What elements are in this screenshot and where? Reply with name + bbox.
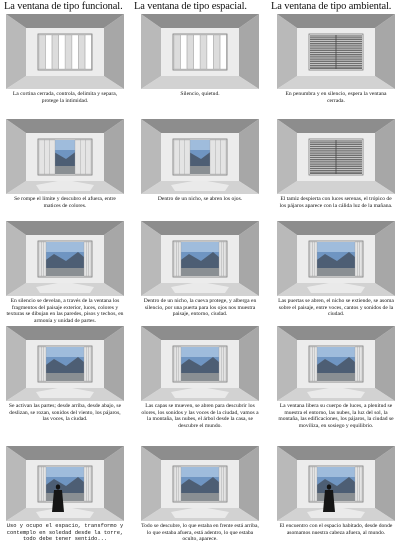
room-window-illustration	[141, 446, 259, 521]
header-spatial: La ventana de tipo espacial.	[134, 1, 247, 12]
panel-caption: Las puertas se abren, el nicho se extiende, se asoma sobre el paisaje, entre voces, cantos y sonidos de la ciudad.	[278, 298, 394, 318]
room-window-illustration	[277, 119, 395, 194]
room-window-illustration	[141, 119, 259, 194]
panel-r3-c3	[277, 221, 395, 318]
panel-r5-c1	[6, 446, 124, 543]
panel-r1-c3	[277, 14, 395, 104]
panel-caption: Se rompe el límite y descubro el afuera, entre matices de colores.	[14, 196, 116, 209]
room-window-illustration	[277, 221, 395, 296]
room-window-illustration	[6, 446, 124, 521]
room-window-illustration	[141, 14, 259, 89]
panel-caption: Las capas se mueven, se abren para descubrir los olores, los sonidos y las voces de la ciudad, vamos a la montaña, las nubes, el árbol desde la casa, se descubre el mundo.	[141, 403, 259, 429]
panel-r3-c1	[6, 221, 124, 324]
panel-r4-c1	[6, 326, 124, 423]
room-window-illustration	[277, 326, 395, 401]
room-window-illustration	[141, 221, 259, 296]
panel-r2-c3	[277, 119, 395, 209]
room-window-illustration	[6, 119, 124, 194]
panel-r5-c3	[277, 446, 395, 536]
panel-r2-c2	[141, 119, 259, 203]
header-functional: La ventana de tipo funcional.	[4, 1, 123, 12]
panel-r1-c1	[6, 14, 124, 104]
room-window-illustration	[141, 326, 259, 401]
panel-r4-c3	[277, 326, 395, 429]
panel-caption: En silencio se develan, a través de la ventana los fragmentos del paisaje exterior, luces, colores y texturas se dibujan en las paredes, pisos y techos, en armonía y unidad de partes.	[6, 298, 124, 324]
panel-caption: Dentro de un nicho, la cueva protege, y alberga en silencio, por una puerta para los ojos nos muestra paisaje, entorno, ciudad.	[143, 298, 257, 318]
panel-caption: La ventana libera su cuerpo de luces, a plenitud se muestra el entorno, las nubes, la luz del sol, la montaña, las edificaciones, los pájaros, la ciudad se moviliza, en sosiego y equilibrio.	[278, 403, 394, 429]
panel-r4-c2	[141, 326, 259, 429]
panel-r3-c2	[141, 221, 259, 318]
panel-r5-c2	[141, 446, 259, 543]
panel-caption: Se activan las partes; desde arriba, desde abajo, se deslizan, se rozan, sonidos del viento, los pájaros, las voces, la ciudad.	[8, 403, 122, 423]
header-ambient: La ventana de tipo ambiental.	[271, 1, 392, 12]
panel-caption: El encuentro con el espacio habitado, desde donde asomamos nuestra cabeza afuera, al mundo.	[279, 523, 393, 536]
panel-caption: En penumbra y en silencio, espera la ventana cerrada.	[285, 91, 387, 104]
panel-caption: El tamiz despierta con luces serenas, el trópico de los pájaros aparece con la cálida luz de la mañana.	[279, 196, 393, 209]
room-window-illustration	[6, 221, 124, 296]
room-window-illustration	[277, 14, 395, 89]
panel-caption: La cortina cerrada, controla, delimita y separa, protege la intimidad.	[12, 91, 118, 104]
panel-r1-c2	[141, 14, 259, 98]
room-window-illustration	[6, 14, 124, 89]
panel-caption: Todo se descubre, lo que estaba en frente está arriba, lo que estaba afuera, está adentro, lo que estaba oculto, aparece.	[141, 523, 259, 543]
room-window-illustration	[277, 446, 395, 521]
room-window-illustration	[6, 326, 124, 401]
panel-r2-c1	[6, 119, 124, 209]
panel-caption: Uso y ocupo el espacio, transformo y contemplo en soledad desde la torre, todo debe tener sentido...	[6, 523, 124, 542]
panel-caption: Silencio, quietud.	[180, 91, 220, 97]
panel-caption: Dentro de un nicho, se abren los ojos.	[157, 196, 243, 202]
